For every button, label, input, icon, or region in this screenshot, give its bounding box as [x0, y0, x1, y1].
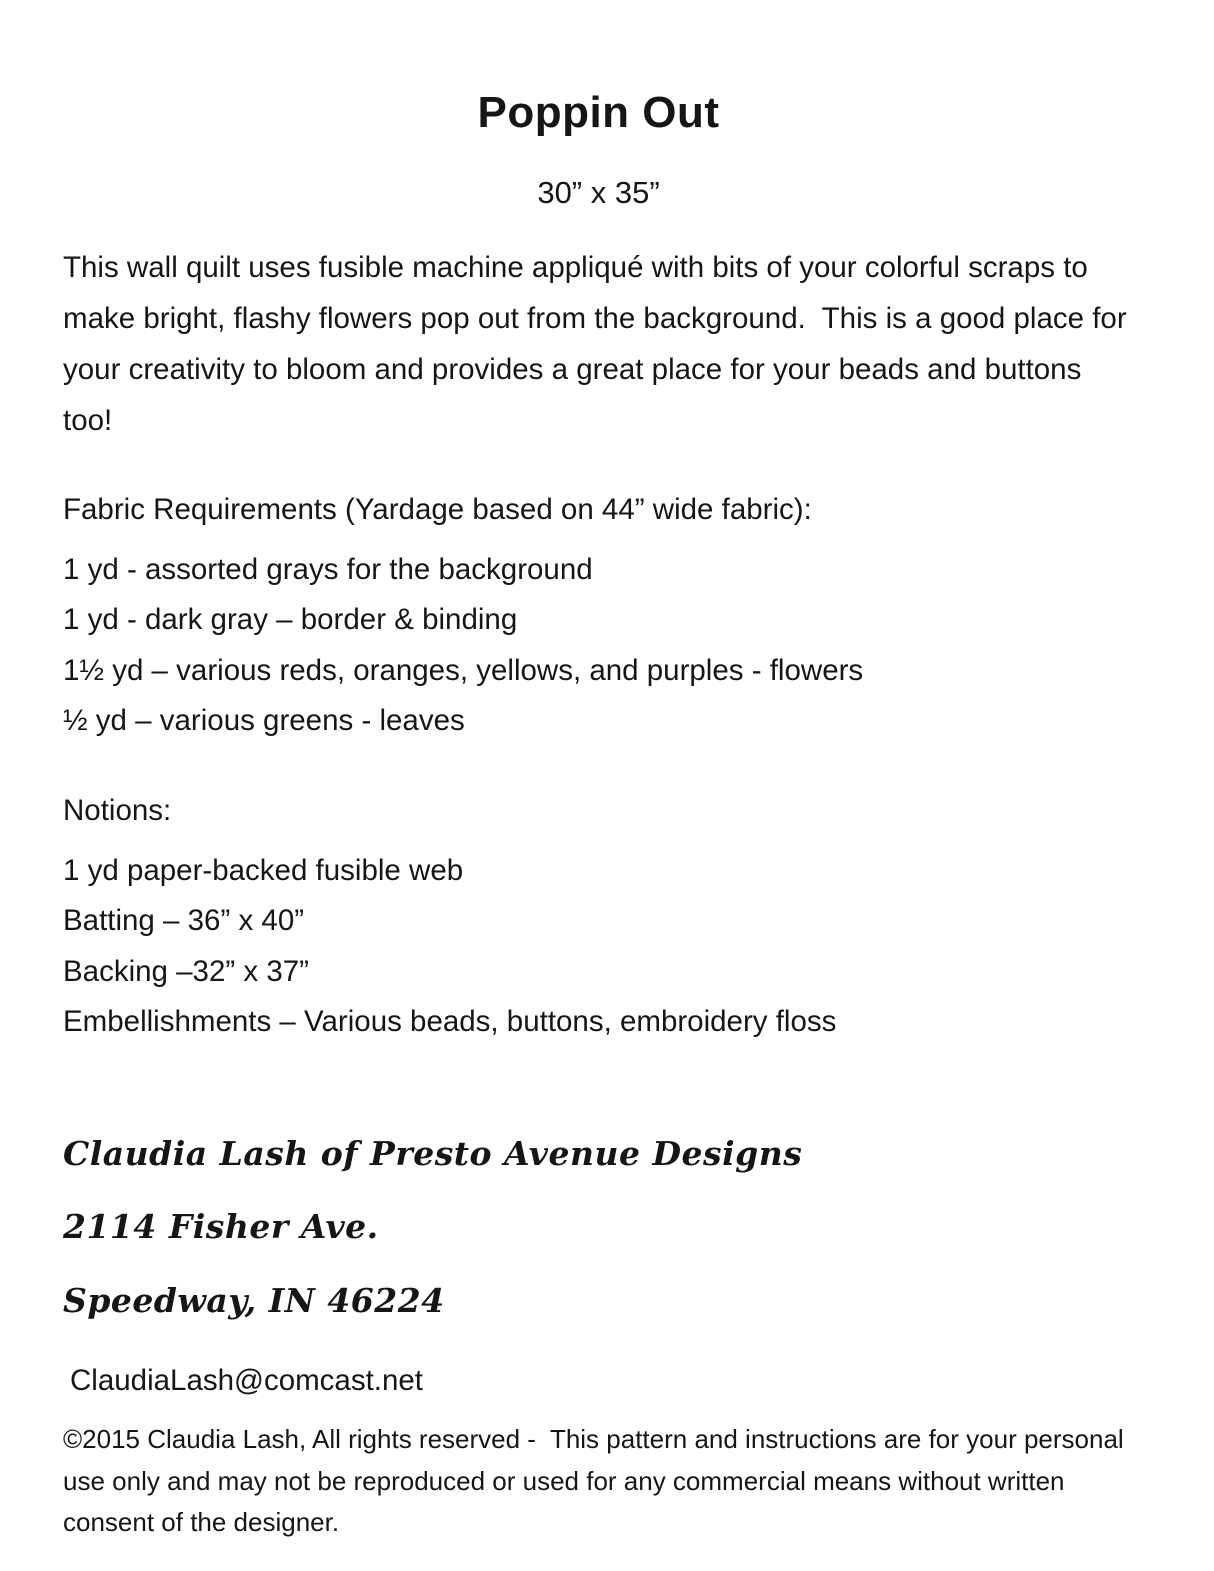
list-item: Embellishments – Various beads, buttons, embroidery floss [63, 1005, 837, 1039]
designer-name: Claudia Lash of Presto Avenue Designs [63, 1133, 803, 1173]
list-item: Backing –32” x 37” [63, 954, 309, 988]
intro-paragraph: This wall quilt uses fusible machine appliqué with bits of your colorful scraps to make bright, flashy flowers pop out from the background. This is a good place for your creativity to bloom and provides a great place for your beads and buttons too! [63, 250, 1135, 437]
designer-info [63, 1134, 1134, 1399]
fabric-requirements-heading: Fabric Requirements (Yardage based on 44” wide fabric): [63, 492, 812, 526]
designer-address-street: 2114 Fisher Ave. [63, 1207, 379, 1247]
quilt-dimensions: 30” x 35” [537, 174, 660, 210]
fabric-requirements-list [63, 545, 1134, 747]
list-item: 1 yd paper-backed fusible web [63, 853, 464, 887]
copyright-notice: ©2015 Claudia Lash, All rights reserved - This pattern and instructions are for your personal use only and may not be reproduced or used for any commercial means without written consent of the designer. [63, 1424, 1131, 1538]
list-item: 1½ yd – various reds, oranges, yellows, and purples - flowers [63, 653, 864, 687]
designer-email: ClaudiaLash@comcast.net [70, 1364, 423, 1398]
list-item: 1 yd - dark gray – border & binding [63, 603, 518, 637]
page-title: Poppin Out [477, 88, 720, 137]
list-item: ½ yd – various greens - leaves [63, 704, 465, 738]
notions-heading: Notions: [63, 793, 172, 827]
list-item: Batting – 36” x 40” [63, 904, 305, 938]
designer-address-city: Speedway, IN 46224 [63, 1280, 445, 1320]
list-item: 1 yd - assorted grays for the background [63, 552, 593, 586]
notions-list [63, 846, 1134, 1048]
